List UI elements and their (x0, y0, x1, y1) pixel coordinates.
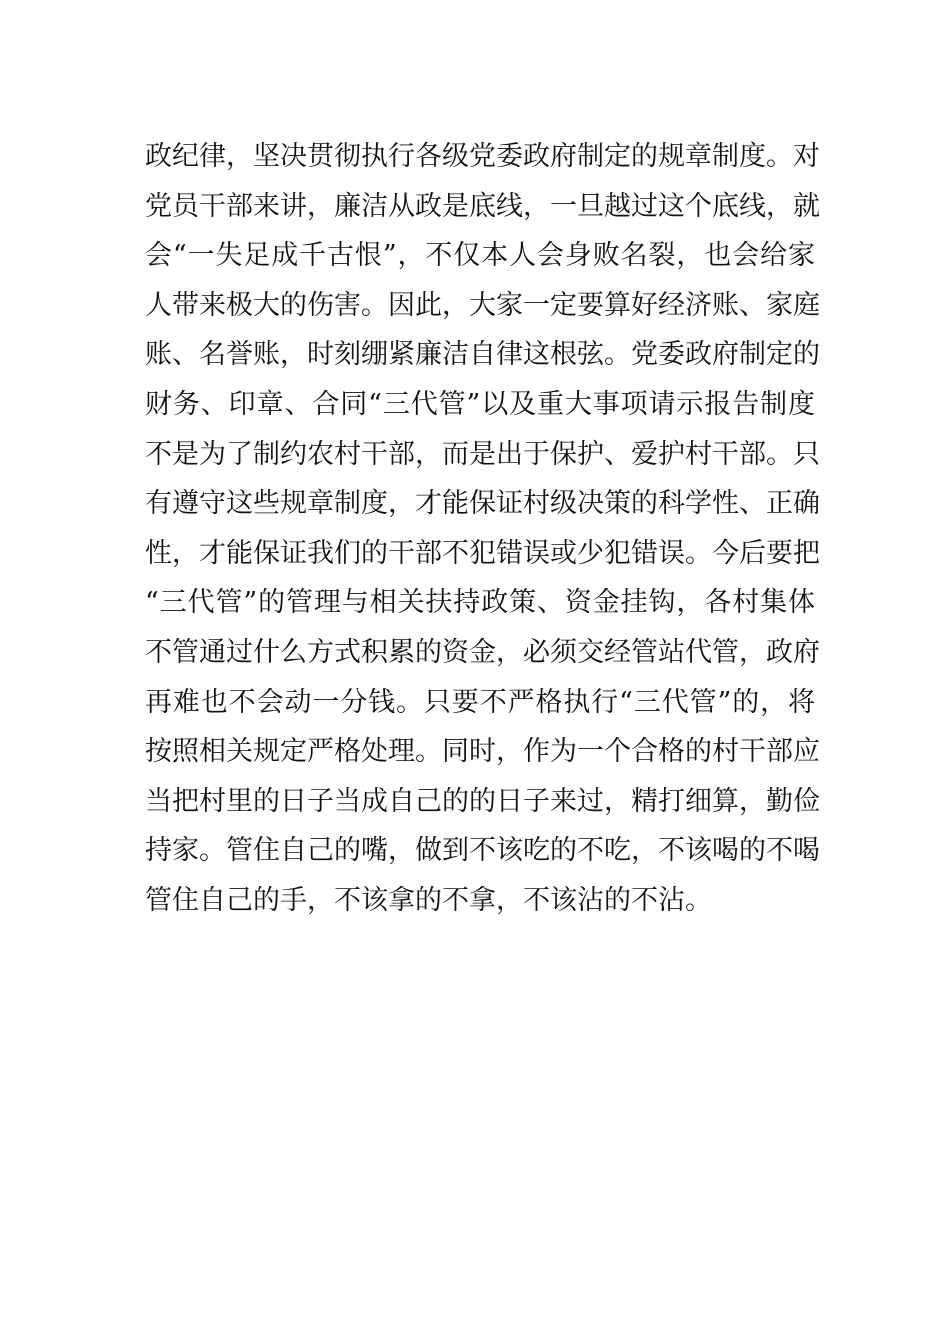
text-line: 会“一失足成千古恨”，不仅本人会身败名裂，也会给家 (145, 240, 815, 272)
text-line: 有遵守这些规章制度，才能保证村级决策的科学性、正确 (145, 488, 820, 520)
text-line: 党员干部来讲，廉洁从政是底线，一旦越过这个底线，就 (145, 190, 820, 222)
text-line: 人带来极大的伤害。因此，大家一定要算好经济账、家庭 (145, 289, 820, 321)
text-line: 不管通过什么方式积累的资金，必须交经管站代管，政府 (145, 636, 820, 668)
text-line: 当把村里的日子当成自己的的日子来过，精打细算，勤俭 (145, 785, 820, 817)
text-line: 按照相关规定严格处理。同时，作为一个合格的村干部应 (145, 736, 820, 768)
text-line: 账、名誉账，时刻绷紧廉洁自律这根弦。党委政府制定的 (145, 339, 820, 371)
text-line: 财务、印章、合同“三代管”以及重大事项请示报告制度 (145, 388, 815, 420)
text-line: 政纪律，坚决贯彻执行各级党委政府制定的规章制度。对 (145, 141, 820, 172)
text-line: 性，才能保证我们的干部不犯错误或少犯错误。今后要把 (145, 537, 820, 569)
body-paragraph (145, 132, 820, 926)
text-line: 持家。管住自己的嘴，做到不该吃的不吃，不该喝的不喝 (145, 835, 820, 867)
text-line: 不是为了制约农村干部，而是出于保护、爱护村干部。只 (145, 438, 820, 470)
text-line: “三代管”的管理与相关扶持政策、资金挂钩，各村集体 (145, 587, 815, 619)
text-line: 再难也不会动一分钱。只要不严格执行“三代管”的，将 (145, 686, 815, 718)
text-line: 管住自己的手，不该拿的不拿，不该沾的不沾。 (145, 884, 712, 916)
